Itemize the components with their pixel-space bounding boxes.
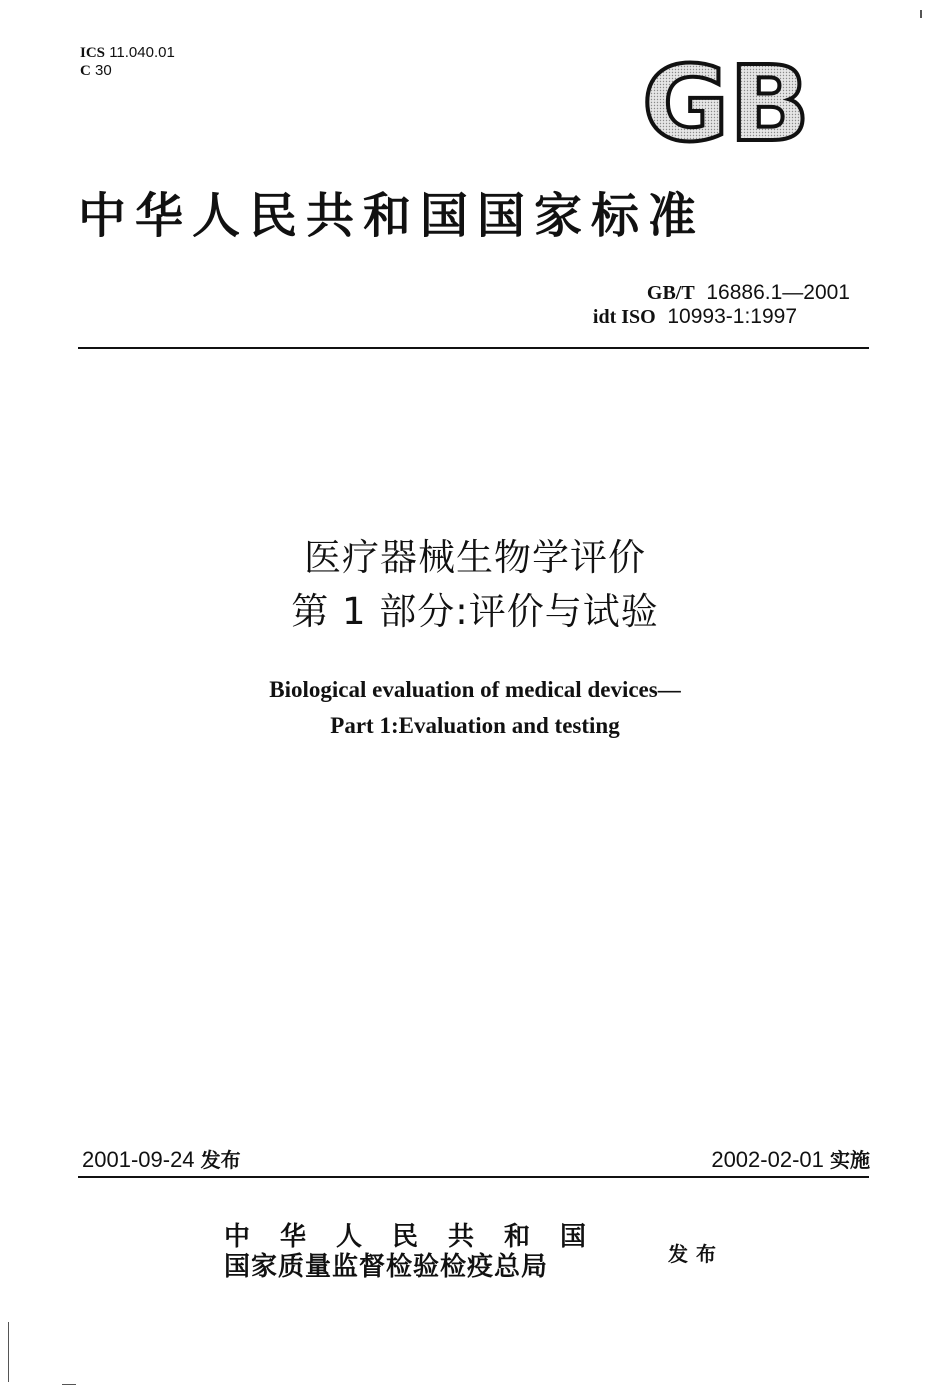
title-chinese-line2: 第 1 部分:评价与试验 (291, 590, 659, 633)
issuer-line2: 国家质量监督检验检疫总局 (224, 1252, 549, 1282)
identical-standard-label: idt ISO (592, 306, 656, 328)
ics-classification (80, 44, 175, 80)
scan-edge-mark (920, 10, 922, 18)
title-chinese-line1: 医疗器械生物学评价 (304, 536, 646, 579)
standard-number (560, 281, 850, 305)
issuer-action: 发布 (668, 1242, 724, 1266)
title-english-line1: Biological evaluation of medical devices— (269, 677, 681, 702)
ccs-label: C (80, 63, 91, 79)
effective-date-value: 2002-02-01 (711, 1147, 824, 1172)
issuer-line1: 中华人民共和国 (224, 1222, 617, 1252)
issue-date-label: 发布 (200, 1148, 241, 1172)
issue-date (82, 1146, 241, 1174)
effective-date-label: 实施 (830, 1148, 870, 1172)
title-english-line2: Part 1:Evaluation and testing (330, 713, 620, 738)
gb-logo (638, 56, 814, 152)
identical-standard (560, 305, 797, 329)
header-divider (78, 347, 869, 349)
gb-logo-text: GB (642, 56, 810, 152)
scan-edge-mark (8, 1322, 9, 1382)
ics-label: ICS (80, 45, 106, 61)
ics-code: 11.040.01 (109, 44, 175, 61)
scan-edge-mark (62, 1384, 76, 1385)
national-standard-title: 中华人民共和国国家标准 (78, 188, 706, 244)
issue-date-value: 2001-09-24 (82, 1147, 195, 1172)
effective-date (600, 1146, 870, 1174)
identical-standard-value: 10993-1:1997 (667, 305, 797, 328)
standard-number-label: GB/T (646, 282, 695, 304)
standard-number-value: 16886.1—2001 (706, 281, 850, 304)
footer-divider (78, 1176, 869, 1178)
ccs-code: 30 (95, 62, 112, 79)
